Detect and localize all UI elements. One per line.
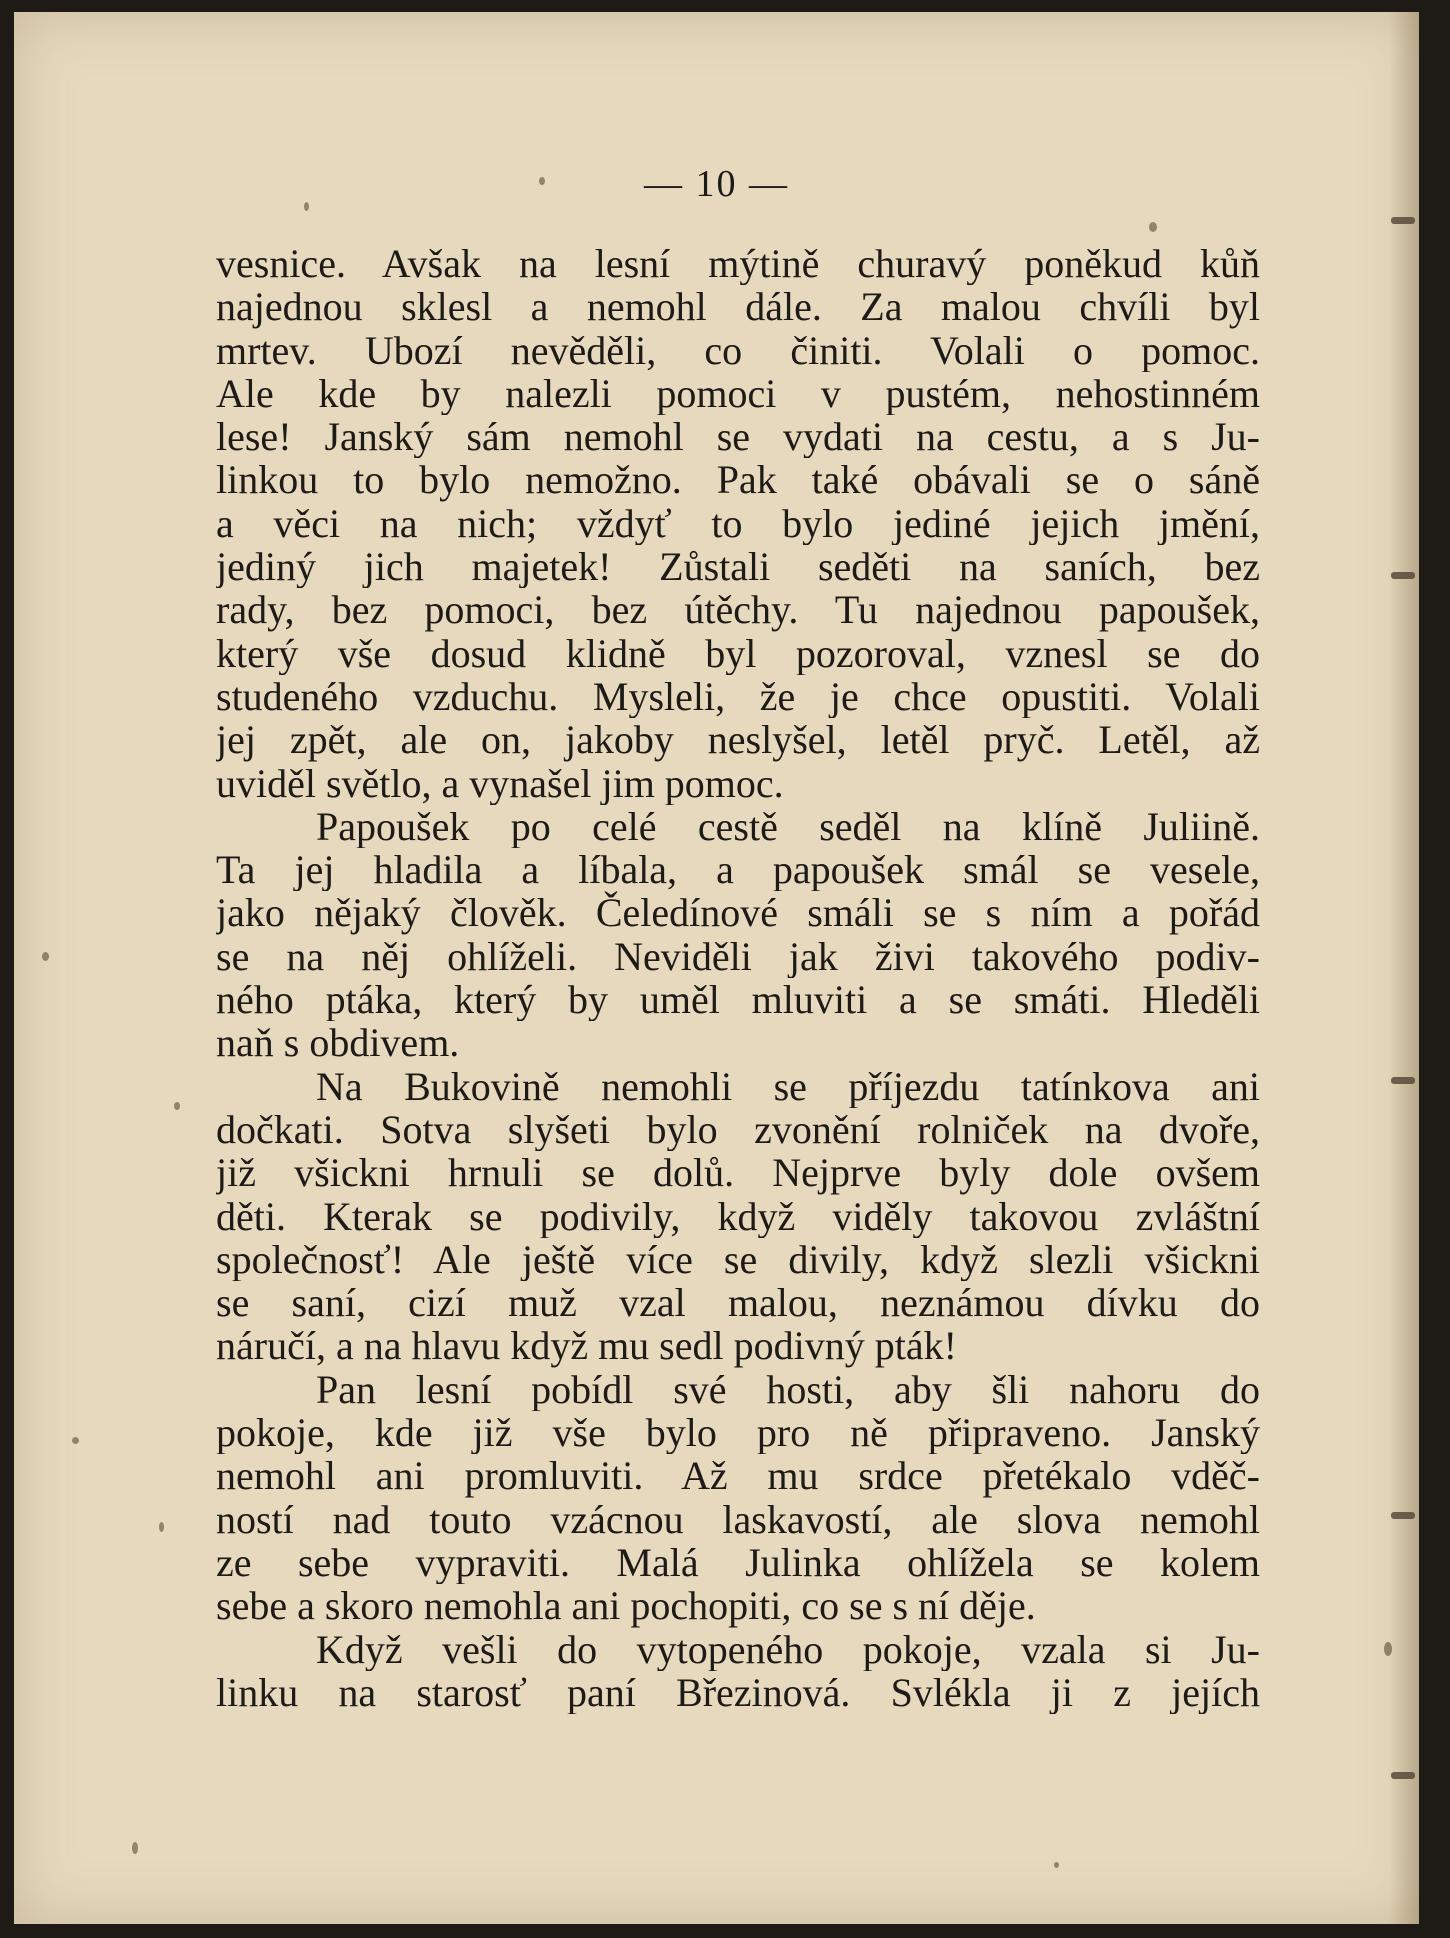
text-line: nemohl ani promluviti. Až mu srdce přetékalo vděč-	[216, 1454, 1260, 1498]
text-line: děti. Kterak se podivily, když viděly takovou zvláštní	[216, 1194, 1260, 1238]
scan-speck	[1384, 1642, 1392, 1656]
text-line: ze sebe vypraviti. Malá Julinka ohlížela se kolem	[216, 1540, 1260, 1585]
edge-mark	[1391, 1512, 1415, 1519]
text-line: uviděl světlo, a vynašel jim pomoc.	[216, 761, 784, 805]
text-line: pokoje, kde již vše bylo pro ně připraveno. Janský	[216, 1411, 1260, 1455]
scan-speck	[159, 1522, 164, 1532]
text-line: Ale kde by nalezli pomoci v pustém, nehostinném	[216, 371, 1260, 416]
text-line: společnosť! Ale ještě více se divily, když slezli všickni	[216, 1237, 1260, 1282]
text-line: dočkati. Sotva slyšeti bylo zvonění rolniček na dvoře,	[216, 1107, 1260, 1152]
text-line: Když vešli do vytopeného pokoje, vzala si Ju-	[316, 1627, 1260, 1671]
text-line: mrtev. Ubozí nevěděli, co činiti. Volali o pomoc.	[216, 328, 1260, 372]
text-line: linku na starosť paní Březinová. Svlékla ji z jejích	[216, 1670, 1260, 1715]
text-line: vesnice. Avšak na lesní mýtině churavý poněkud kůň	[216, 242, 1260, 286]
scan-speck	[304, 202, 309, 211]
text-line: jej zpět, ale on, jakoby neslyšel, letěl pryč. Letěl, až	[216, 718, 1260, 762]
text-line: studeného vzduchu. Mysleli, že je chce opustiti. Volali	[216, 674, 1260, 719]
page-number: — 10 —	[644, 163, 789, 205]
edge-mark	[1391, 1772, 1415, 1779]
text-line: najednou sklesl a nemohl dále. Za malou chvíli byl	[216, 285, 1260, 329]
edge-mark	[1391, 572, 1415, 579]
text-line: se saní, cizí muž vzal malou, neznámou dívku do	[216, 1281, 1260, 1325]
book-page	[14, 12, 1419, 1924]
text-line: naň s obdivem.	[216, 1021, 460, 1065]
text-line: Pan lesní pobídl své hosti, aby šli nahoru do	[316, 1367, 1260, 1412]
text-line: který vše dosud klidně byl pozoroval, vznesl se do	[216, 631, 1260, 675]
text-line: jako nějaký člověk. Čeledínové smáli se s ním a pořád	[216, 891, 1260, 935]
scan-speck	[72, 1437, 79, 1444]
text-line: již všickni hrnuli se dolů. Nejprve byly dole ovšem	[216, 1151, 1260, 1195]
body-text	[216, 242, 1260, 1714]
text-line: ností nad touto vzácnou laskavostí, ale slova nemohl	[216, 1497, 1260, 1541]
text-line: náručí, a na hlavu když mu sedl podivný pták!	[216, 1324, 957, 1368]
text-line: rady, bez pomoci, bez útěchy. Tu najednou papoušek,	[216, 588, 1260, 632]
text-line: Na Bukovině nemohli se příjezdu tatínkova ani	[316, 1064, 1260, 1108]
scan-speck	[539, 177, 545, 185]
text-line: sebe a skoro nemohla ani pochopiti, co se s ní děje.	[216, 1584, 1036, 1628]
text-line: Ta jej hladila a líbala, a papoušek smál se vesele,	[216, 848, 1260, 892]
text-line: linkou to bylo nemožno. Pak také obávali se o sáně	[216, 458, 1260, 502]
text-line: lese! Janský sám nemohl se vydati na cestu, a s Ju-	[216, 415, 1260, 459]
scan-speck	[42, 952, 49, 961]
edge-mark	[1391, 1077, 1415, 1084]
text-line: ného ptáka, který by uměl mluviti a se smáti. Hleděli	[216, 978, 1260, 1022]
text-line: a věci na nich; vždyť to bylo jediné jejich jmění,	[216, 501, 1260, 546]
scan-speck	[132, 1842, 138, 1854]
scan-speck	[1149, 222, 1157, 232]
text-line: Papoušek po celé cestě seděl na klíně Juliině.	[316, 804, 1260, 849]
scan-speck	[174, 1102, 180, 1110]
edge-mark	[1391, 217, 1415, 224]
text-line: jediný jich majetek! Zůstali seděti na saních, bez	[216, 545, 1260, 589]
scan-speck	[1054, 1862, 1059, 1868]
text-line: se na něj ohlíželi. Neviděli jak živi takového podiv-	[216, 934, 1260, 979]
